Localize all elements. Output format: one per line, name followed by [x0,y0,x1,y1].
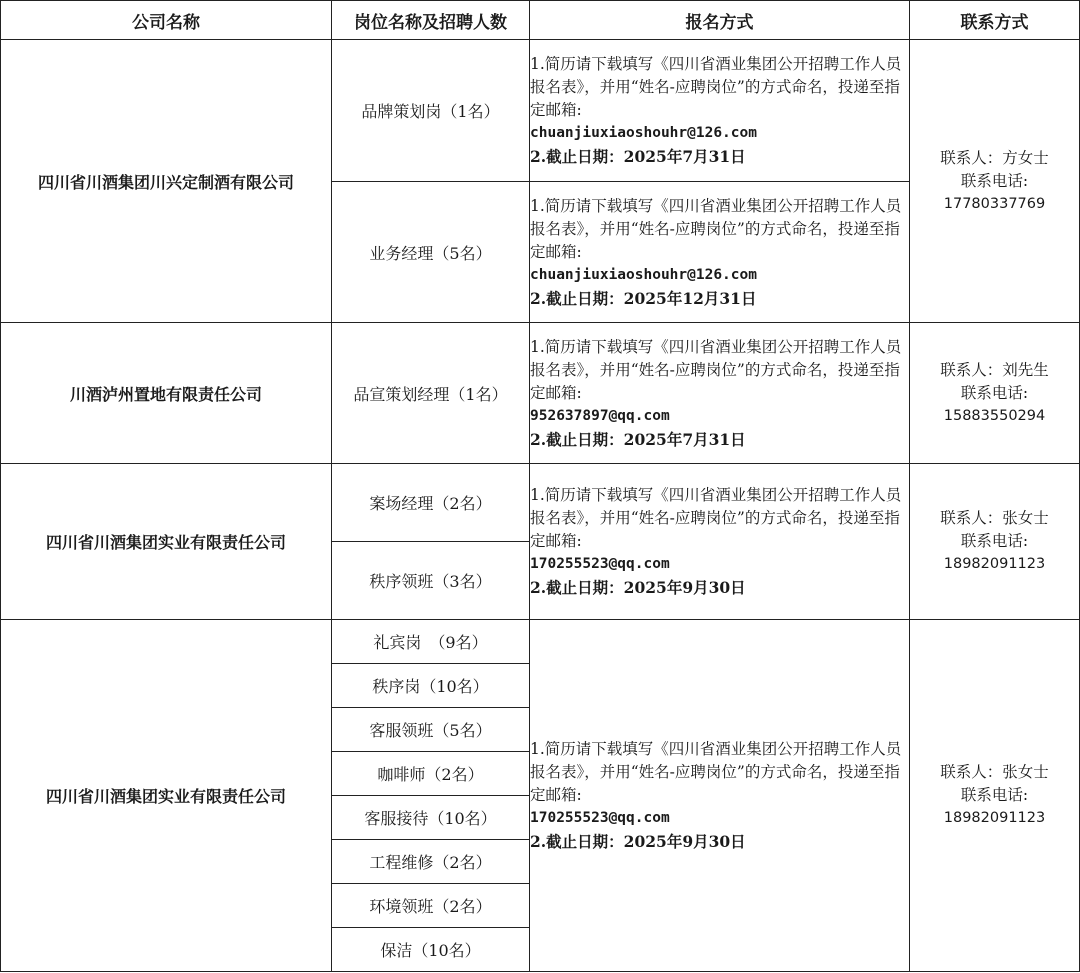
apply-instructions: 1.简历请下载填写《四川省酒业集团公开招聘工作人员报名表》，并用“姓名-应聘岗位”的方式命名，投递至指定邮箱: [530,196,902,261]
table-row [1,40,1080,182]
position-cell: 业务经理（5名） [332,182,530,323]
contact-phone: 15883550294 [943,407,1046,424]
position-cell: 品宣策划经理（1名） [332,323,530,464]
contact-phone: 18982091123 [943,556,1046,572]
apply-deadline: 2.截止日期：2025年7月31日 [530,429,746,449]
apply-email: chuanjiuxiaoshouhr@126.com [530,125,757,142]
apply-email: 170255523@qq.com [530,556,670,572]
contact-phone-label: 联系电话: [960,785,1029,804]
table-row [1,323,1080,464]
apply-cell [530,40,910,182]
header-row [1,1,1080,40]
contact-person: 联系人：张女士 [940,509,1049,527]
position-cell: 工程维修（2名） [332,839,530,883]
position-cell: 案场经理（2名） [332,464,530,541]
contact-cell [910,323,1080,464]
apply-instructions: 1.简历请下载填写《四川省酒业集团公开招聘工作人员报名表》，并用“姓名-应聘岗位”的方式命名，投递至指定邮箱: [530,337,902,402]
contact-cell [910,619,1080,971]
position-cell: 咖啡师（2名） [332,751,530,795]
header-apply: 报名方式 [530,1,910,40]
contact-phone: 17780337769 [943,195,1046,212]
apply-cell [530,323,910,464]
contact-person: 联系人：张女士 [940,762,1049,781]
company-name: 四川省川酒集团实业有限责任公司 [1,464,332,619]
header-company: 公司名称 [1,1,332,40]
contact-phone-label: 联系电话: [960,171,1029,190]
company-name: 四川省川酒集团实业有限责任公司 [1,619,332,971]
position-cell: 秩序岗（10名） [332,663,530,707]
position-cell: 秩序领班（3名） [332,541,530,619]
apply-instructions: 1.简历请下载填写《四川省酒业集团公开招聘工作人员报名表》，并用“姓名-应聘岗位”的方式命名，投递至指定邮箱: [530,486,902,550]
position-cell: 环境领班（2名） [332,883,530,927]
header-position: 岗位名称及招聘人数 [332,1,530,40]
header-contact: 联系方式 [910,1,1080,40]
apply-deadline: 2.截止日期：2025年9月30日 [530,578,746,597]
apply-deadline: 2.截止日期：2025年12月31日 [530,288,757,308]
apply-email: chuanjiuxiaoshouhr@126.com [530,266,757,283]
company-name: 四川省川酒集团川兴定制酒有限公司 [1,40,332,323]
contact-cell [910,40,1080,323]
position-cell: 品牌策划岗（1名） [332,40,530,182]
table-row [1,619,1080,663]
contact-phone-label: 联系电话: [960,532,1029,550]
company-name: 川酒泸州置地有限责任公司 [1,323,332,464]
contact-cell [910,464,1080,619]
apply-instructions: 1.简历请下载填写《四川省酒业集团公开招聘工作人员报名表》，并用“姓名-应聘岗位”的方式命名，投递至指定邮箱: [530,739,902,804]
apply-cell [530,464,910,619]
contact-phone: 18982091123 [943,809,1046,826]
apply-email: 170255523@qq.com [530,809,670,826]
table-row [1,464,1080,541]
apply-cell [530,619,910,971]
position-cell: 客服接待（10名） [332,795,530,839]
apply-deadline: 2.截止日期：2025年7月31日 [530,147,746,167]
position-cell: 礼宾岗 （9名） [332,619,530,663]
apply-cell [530,182,910,323]
contact-person: 联系人：方女士 [940,148,1049,167]
contact-phone-label: 联系电话: [960,383,1029,402]
position-cell: 客服领班（5名） [332,707,530,751]
apply-instructions: 1.简历请下载填写《四川省酒业集团公开招聘工作人员报名表》，并用“姓名-应聘岗位”的方式命名，投递至指定邮箱: [530,55,902,120]
apply-deadline: 2.截止日期：2025年9月30日 [530,831,746,851]
position-cell: 保洁（10名） [332,927,530,971]
contact-person: 联系人：刘先生 [940,360,1049,379]
apply-email: 952637897@qq.com [530,407,670,424]
